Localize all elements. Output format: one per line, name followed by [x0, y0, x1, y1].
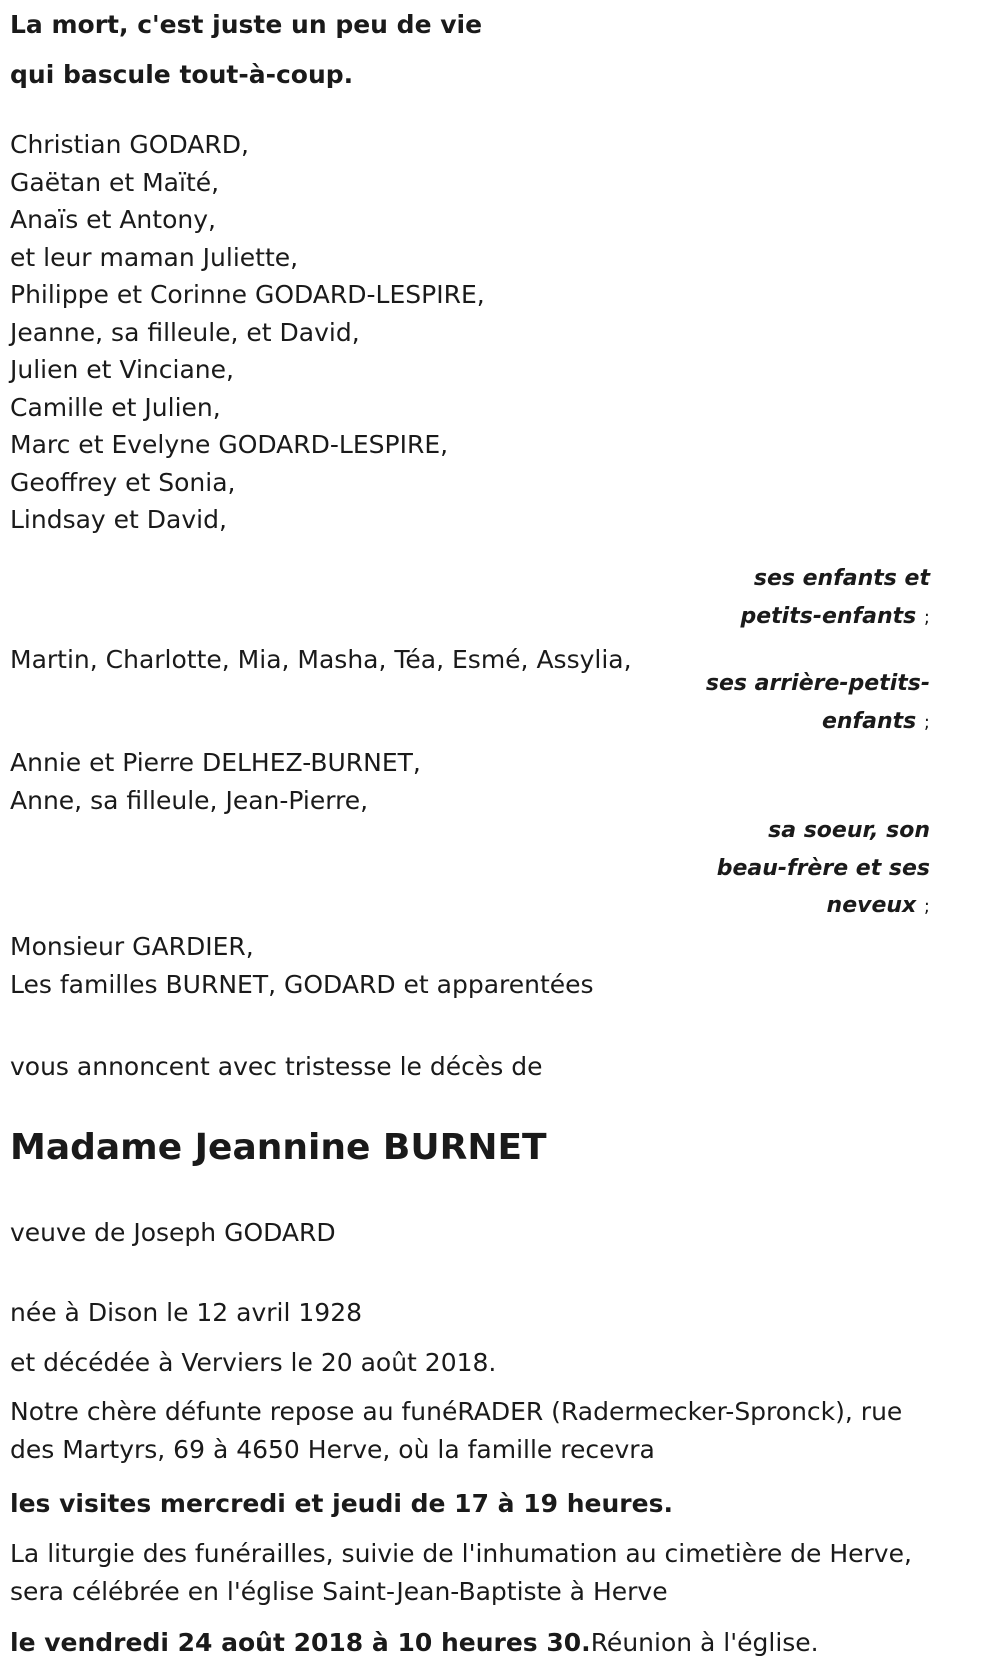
role-great-grandchildren-line-1: ses arrière-petits- [705, 671, 930, 696]
repose-text [10, 1393, 902, 1468]
role-sister-line-3: neveux [826, 893, 917, 918]
funeral-line [10, 1624, 819, 1662]
announce-text: vous annoncent avec tristesse le décès de [10, 1052, 543, 1081]
list-item: Anne, sa filleule, Jean-Pierre, [10, 785, 369, 815]
role-children [741, 560, 931, 636]
role-sister-semicolon: ; [923, 896, 930, 917]
role-great-grandchildren-line-2: enfants [821, 708, 917, 734]
list-item: Julien et Vinciane, [10, 355, 234, 384]
role-children-line-2: petits-enfants [740, 603, 917, 629]
role-great-grandchildren-semicolon: ; [923, 711, 930, 733]
list-item: Marc et Evelyne GODARD-LESPIRE, [10, 430, 449, 459]
sister-list [10, 744, 421, 819]
repose-line-2: des Martyrs, 69 à 4650 Herve, où la famille recevra [10, 1434, 655, 1464]
list-item: Camille et Julien, [10, 392, 221, 422]
list-item: Anaïs et Antony, [10, 205, 216, 234]
role-children-line-1: ses enfants et [753, 566, 930, 591]
list-item: Christian GODARD, [10, 130, 249, 159]
role-sister [717, 812, 930, 926]
list-item: Monsieur GARDIER, [10, 932, 254, 961]
died-text: et décédée à Verviers le 20 août 2018. [10, 1348, 497, 1377]
meeting-text: Réunion à l'église. [590, 1628, 819, 1657]
born-text: née à Dison le 12 avril 1928 [10, 1298, 363, 1327]
list-item: Gaëtan et Maïté, [10, 167, 220, 197]
deceased-name: Madame Jeannine BURNET [10, 1127, 547, 1168]
liturgy-text [10, 1535, 912, 1610]
list-item: et leur maman Juliette, [10, 242, 299, 272]
epigraph-line-2: qui bascule tout-à-coup. [10, 60, 354, 89]
liturgy-line-2: sera célébrée en l'église Saint-Jean-Baptiste à Herve [10, 1576, 668, 1606]
role-sister-line-1: sa soeur, son [768, 818, 930, 843]
funeral-date: le vendredi 24 août 2018 à 10 heures 30. [10, 1628, 591, 1657]
epigraph-line-1: La mort, c'est juste un peu de vie [10, 10, 483, 39]
others-list [10, 928, 594, 1003]
role-great-grandchildren [706, 665, 930, 741]
role-children-semicolon: ; [923, 606, 930, 628]
widow-of: veuve de Joseph GODARD [10, 1218, 336, 1247]
list-item: Jeanne, sa filleule, et David, [10, 317, 360, 347]
list-item: Philippe et Corinne GODARD-LESPIRE, [10, 280, 485, 309]
list-item: Lindsay et David, [10, 505, 227, 534]
list-item: Geoffrey et Sonia, [10, 467, 236, 497]
great-grandchildren: Martin, Charlotte, Mia, Masha, Téa, Esmé, Assylia, [10, 645, 632, 674]
list-item: Les familles BURNET, GODARD et apparentées [10, 969, 594, 999]
children-list [10, 126, 485, 539]
list-item: Annie et Pierre DELHEZ-BURNET, [10, 748, 421, 777]
visits-text: les visites mercredi et jeudi de 17 à 19 heures. [10, 1489, 673, 1518]
liturgy-line-1: La liturgie des funérailles, suivie de l'inhumation au cimetière de Herve, [10, 1539, 912, 1568]
role-sister-line-2: beau-frère et ses [716, 855, 930, 881]
epigraph [10, 0, 482, 100]
repose-line-1: Notre chère défunte repose au funéRADER (Radermecker-Spronck), rue [10, 1397, 903, 1426]
